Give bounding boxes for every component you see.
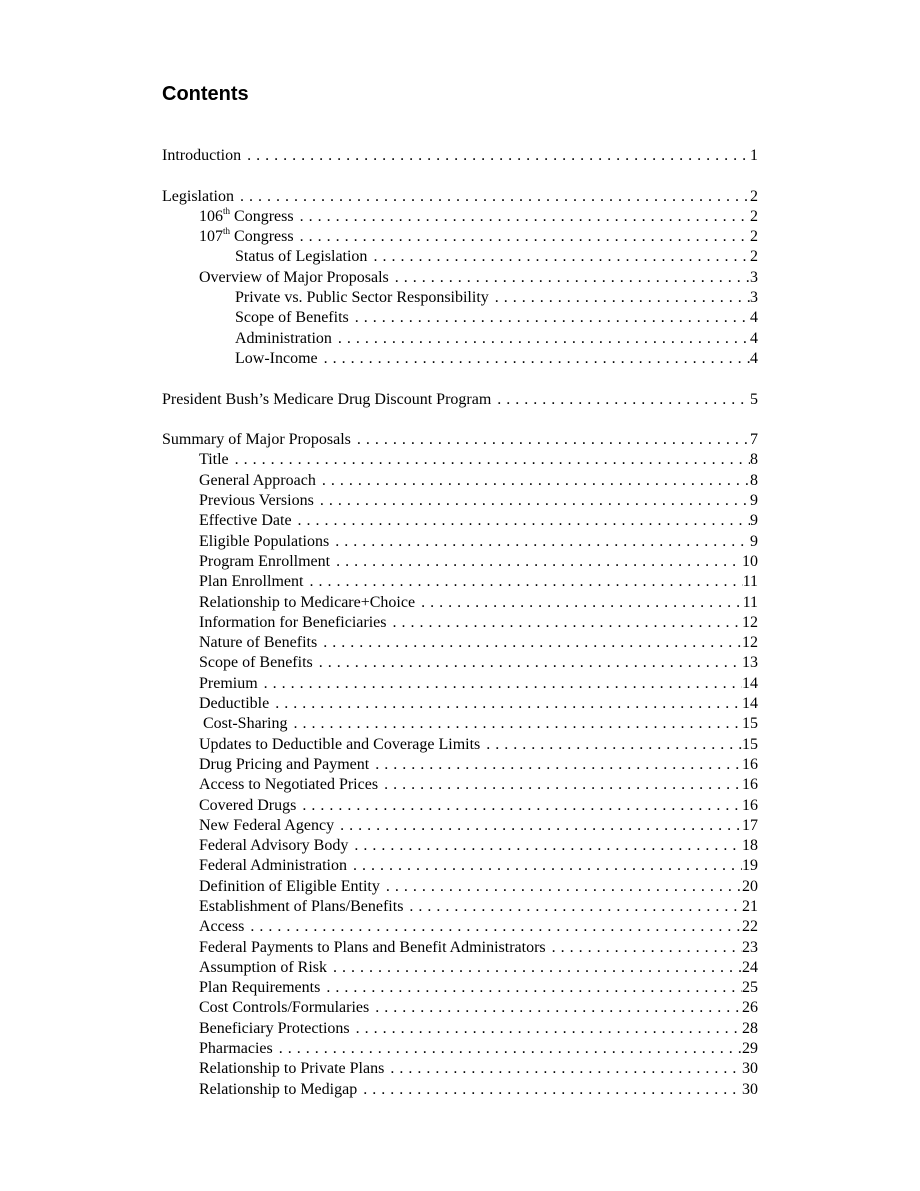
toc-entry[interactable]: [162, 329, 758, 349]
toc-entry-title: Nature of Benefits: [199, 634, 318, 652]
toc-entry-title: Scope of Benefits: [235, 309, 349, 327]
toc-entry-title: Pharmacies: [199, 1040, 273, 1058]
toc-entry[interactable]: [162, 836, 758, 856]
dot-leader: [294, 227, 750, 247]
ordinal-suffix: th: [223, 205, 231, 216]
toc-page-number: 4: [750, 329, 758, 347]
toc-entry-title: Information for Beneficiaries: [199, 613, 387, 631]
toc-entry[interactable]: [162, 450, 758, 470]
toc-entry-title: Private vs. Public Sector Responsibility: [235, 289, 489, 307]
dot-leader: [294, 207, 750, 227]
toc-page-number: 12: [742, 634, 758, 652]
toc-entry[interactable]: [162, 146, 758, 166]
toc-page-number: 7: [750, 431, 758, 449]
dot-leader: [269, 694, 742, 714]
toc-entry[interactable]: [162, 288, 758, 308]
toc-entry[interactable]: [162, 998, 758, 1018]
toc-entry[interactable]: [162, 796, 758, 816]
toc-entry-title: Federal Advisory Body: [199, 837, 349, 855]
dot-leader: [415, 593, 743, 613]
toc-entry[interactable]: [162, 430, 758, 450]
toc-entry[interactable]: [162, 572, 758, 592]
toc-entry-title: Relationship to Medigap: [199, 1080, 358, 1098]
dot-leader: [349, 308, 750, 328]
toc-page-number: 26: [742, 999, 758, 1017]
toc-entry[interactable]: [162, 593, 758, 613]
toc-entry-title: President Bush’s Medicare Drug Discount Program: [162, 390, 492, 408]
toc-page-number: 28: [742, 1019, 758, 1037]
toc-page-number: 4: [750, 349, 758, 367]
toc-entry[interactable]: [162, 471, 758, 491]
dot-leader: [287, 714, 742, 734]
toc-entry-title: Beneficiary Protections: [199, 1019, 350, 1037]
dot-leader: [384, 1059, 742, 1079]
toc-entry-title: Covered Drugs: [199, 796, 297, 814]
toc-entry[interactable]: [162, 735, 758, 755]
toc-entry-title: Title: [199, 451, 229, 469]
toc-entry[interactable]: [162, 1059, 758, 1079]
dot-leader: [327, 958, 742, 978]
toc-entry-title: Eligible Populations: [199, 532, 330, 550]
dot-leader: [350, 1019, 742, 1039]
toc-page-number: 15: [742, 735, 758, 753]
toc-page-number: 2: [750, 228, 758, 246]
dot-leader: [229, 450, 750, 470]
toc-entry-title: Drug Pricing and Payment: [199, 755, 370, 773]
dot-leader: [491, 390, 750, 410]
toc-page-number: 2: [750, 207, 758, 225]
toc-entry[interactable]: [162, 207, 758, 227]
toc-entry[interactable]: [162, 227, 758, 247]
toc-page-number: 8: [750, 451, 758, 469]
toc-entry-title: Plan Requirements: [199, 979, 321, 997]
toc-entry[interactable]: [162, 856, 758, 876]
dot-leader: [244, 917, 742, 937]
table-of-contents: [162, 146, 758, 1100]
toc-page-number: 16: [742, 776, 758, 794]
toc-entry[interactable]: [162, 978, 758, 998]
toc-entry[interactable]: [162, 1039, 758, 1059]
toc-entry-title: Updates to Deductible and Coverage Limits: [199, 735, 481, 753]
toc-page-number: 16: [742, 796, 758, 814]
dot-leader: [329, 532, 750, 552]
toc-entry-title: Access to Negotiated Prices: [199, 776, 379, 794]
toc-page-number: 22: [742, 918, 758, 936]
dot-leader: [369, 755, 742, 775]
toc-entry-title: Introduction: [162, 147, 242, 164]
toc-page-number: 2: [750, 248, 758, 266]
dot-leader: [241, 146, 750, 166]
toc-entry-title: Relationship to Medicare+Choice: [199, 593, 416, 611]
toc-entry[interactable]: [162, 1019, 758, 1039]
toc-entry-title: Scope of Benefits: [199, 654, 313, 672]
toc-page-number: 10: [742, 552, 758, 570]
toc-page-number: 5: [750, 390, 758, 408]
toc-entry[interactable]: [162, 775, 758, 795]
toc-page-number: 24: [742, 958, 758, 976]
toc-entry[interactable]: [162, 674, 758, 694]
toc-entry-title: Administration: [235, 329, 332, 347]
toc-page-number: 14: [742, 695, 758, 713]
toc-page-number: 17: [742, 816, 758, 834]
dot-leader: [357, 1080, 742, 1100]
toc-entry-title: General Approach: [199, 471, 316, 489]
dot-leader: [313, 653, 742, 673]
toc-entry-title: Establishment of Plans/Benefits: [199, 897, 404, 915]
ordinal-suffix: th: [223, 225, 231, 236]
toc-page-number: 30: [742, 1080, 758, 1098]
toc-entry[interactable]: [162, 877, 758, 897]
dot-leader: [378, 775, 742, 795]
dot-leader: [332, 329, 750, 349]
dot-leader: [403, 897, 742, 917]
dot-leader: [317, 633, 742, 653]
dot-leader: [546, 938, 742, 958]
dot-leader: [389, 268, 750, 288]
toc-entry[interactable]: [162, 532, 758, 552]
toc-page-number: 9: [750, 492, 758, 510]
toc-entry-title: Legislation: [162, 187, 234, 205]
toc-page-number: 13: [742, 654, 758, 672]
dot-leader: [320, 978, 742, 998]
toc-entry-title: 106th Congress: [199, 205, 294, 225]
toc-page-number: 8: [750, 471, 758, 489]
toc-entry-title: Status of Legislation: [235, 248, 368, 266]
toc-entry-title: New Federal Agency: [199, 816, 335, 834]
toc-page-number: 23: [742, 938, 758, 956]
toc-page-number: 11: [742, 593, 758, 611]
toc-entry-title: Deductible: [199, 695, 270, 713]
toc-page-number: 29: [742, 1040, 758, 1058]
toc-entry[interactable]: [162, 511, 758, 531]
dot-leader: [296, 796, 742, 816]
toc-entry[interactable]: [162, 917, 758, 937]
toc-entry[interactable]: [162, 613, 758, 633]
dot-leader: [318, 349, 750, 369]
toc-entry-title: 107th Congress: [199, 225, 294, 246]
toc-entry-title: Federal Administration: [199, 857, 347, 875]
toc-entry-title: Program Enrollment: [199, 552, 331, 570]
toc-page-number: 18: [742, 837, 758, 855]
toc-page-number: 11: [742, 573, 758, 591]
toc-entry[interactable]: [162, 308, 758, 328]
dot-leader: [314, 491, 750, 511]
toc-page-number: 12: [742, 613, 758, 631]
toc-page-number: 15: [742, 715, 758, 733]
toc-entry[interactable]: [162, 755, 758, 775]
toc-entry-title: Access: [199, 918, 245, 936]
toc-entry[interactable]: [162, 958, 758, 978]
dot-leader: [380, 877, 742, 897]
toc-entry-title: Cost Controls/Formularies: [199, 999, 370, 1017]
toc-page-number: 4: [750, 309, 758, 327]
toc-page-number: 9: [750, 512, 758, 530]
toc-page-number: 1: [750, 147, 758, 164]
toc-entry-title: Low-Income: [235, 349, 318, 367]
toc-entry[interactable]: [162, 694, 758, 714]
toc-page-number: 21: [742, 897, 758, 915]
toc-entry-title: Premium: [199, 674, 258, 692]
toc-entry[interactable]: [162, 187, 758, 207]
toc-entry-title: Overview of Major Proposals: [199, 268, 389, 286]
dot-leader: [348, 836, 742, 856]
toc-entry[interactable]: [162, 653, 758, 673]
toc-entry[interactable]: [162, 897, 758, 917]
toc-entry-title: Federal Payments to Plans and Benefit Administrators: [199, 938, 546, 956]
page-title: Contents: [162, 83, 249, 105]
toc-page-number: 16: [742, 755, 758, 773]
toc-page-number: 19: [742, 857, 758, 875]
toc-entry[interactable]: [162, 552, 758, 572]
toc-entry[interactable]: [162, 349, 758, 369]
toc-entry[interactable]: [162, 1080, 758, 1100]
dot-leader: [258, 674, 742, 694]
toc-entry-title: Cost-Sharing: [199, 715, 288, 733]
dot-leader: [351, 430, 750, 450]
dot-leader: [273, 1039, 742, 1059]
toc-entry[interactable]: [162, 491, 758, 511]
toc-entry-title: Previous Versions: [199, 492, 314, 510]
toc-page-number: 3: [750, 268, 758, 286]
toc-page-number: 2: [750, 187, 758, 205]
toc-entry-title: Plan Enrollment: [199, 573, 304, 591]
dot-leader: [292, 511, 750, 531]
toc-entry-title: Assumption of Risk: [199, 958, 328, 976]
toc-entry[interactable]: [162, 633, 758, 653]
dot-leader: [303, 572, 742, 592]
toc-page-number: 14: [742, 674, 758, 692]
dot-leader: [480, 735, 742, 755]
toc-entry-title: Definition of Eligible Entity: [199, 877, 380, 895]
toc-entry-title: Relationship to Private Plans: [199, 1060, 385, 1078]
dot-leader: [489, 288, 750, 308]
toc-page-number: 9: [750, 532, 758, 550]
toc-entry[interactable]: [162, 268, 758, 288]
dot-leader: [386, 613, 742, 633]
toc-page-number: 25: [742, 979, 758, 997]
toc-entry-title: Summary of Major Proposals: [162, 431, 351, 449]
dot-leader: [367, 247, 750, 267]
toc-entry-title: Effective Date: [199, 512, 292, 530]
toc-page-number: 30: [742, 1060, 758, 1078]
toc-page-number: 3: [750, 289, 758, 307]
toc-entry[interactable]: [162, 938, 758, 958]
dot-leader: [330, 552, 742, 572]
dot-leader: [369, 998, 742, 1018]
toc-entry[interactable]: [162, 390, 758, 410]
dot-leader: [234, 187, 750, 207]
toc-entry[interactable]: [162, 247, 758, 267]
toc-entry[interactable]: [162, 714, 758, 734]
dot-leader: [316, 471, 750, 491]
toc-entry[interactable]: [162, 816, 758, 836]
dot-leader: [347, 856, 742, 876]
toc-page-number: 20: [742, 877, 758, 895]
dot-leader: [334, 816, 742, 836]
